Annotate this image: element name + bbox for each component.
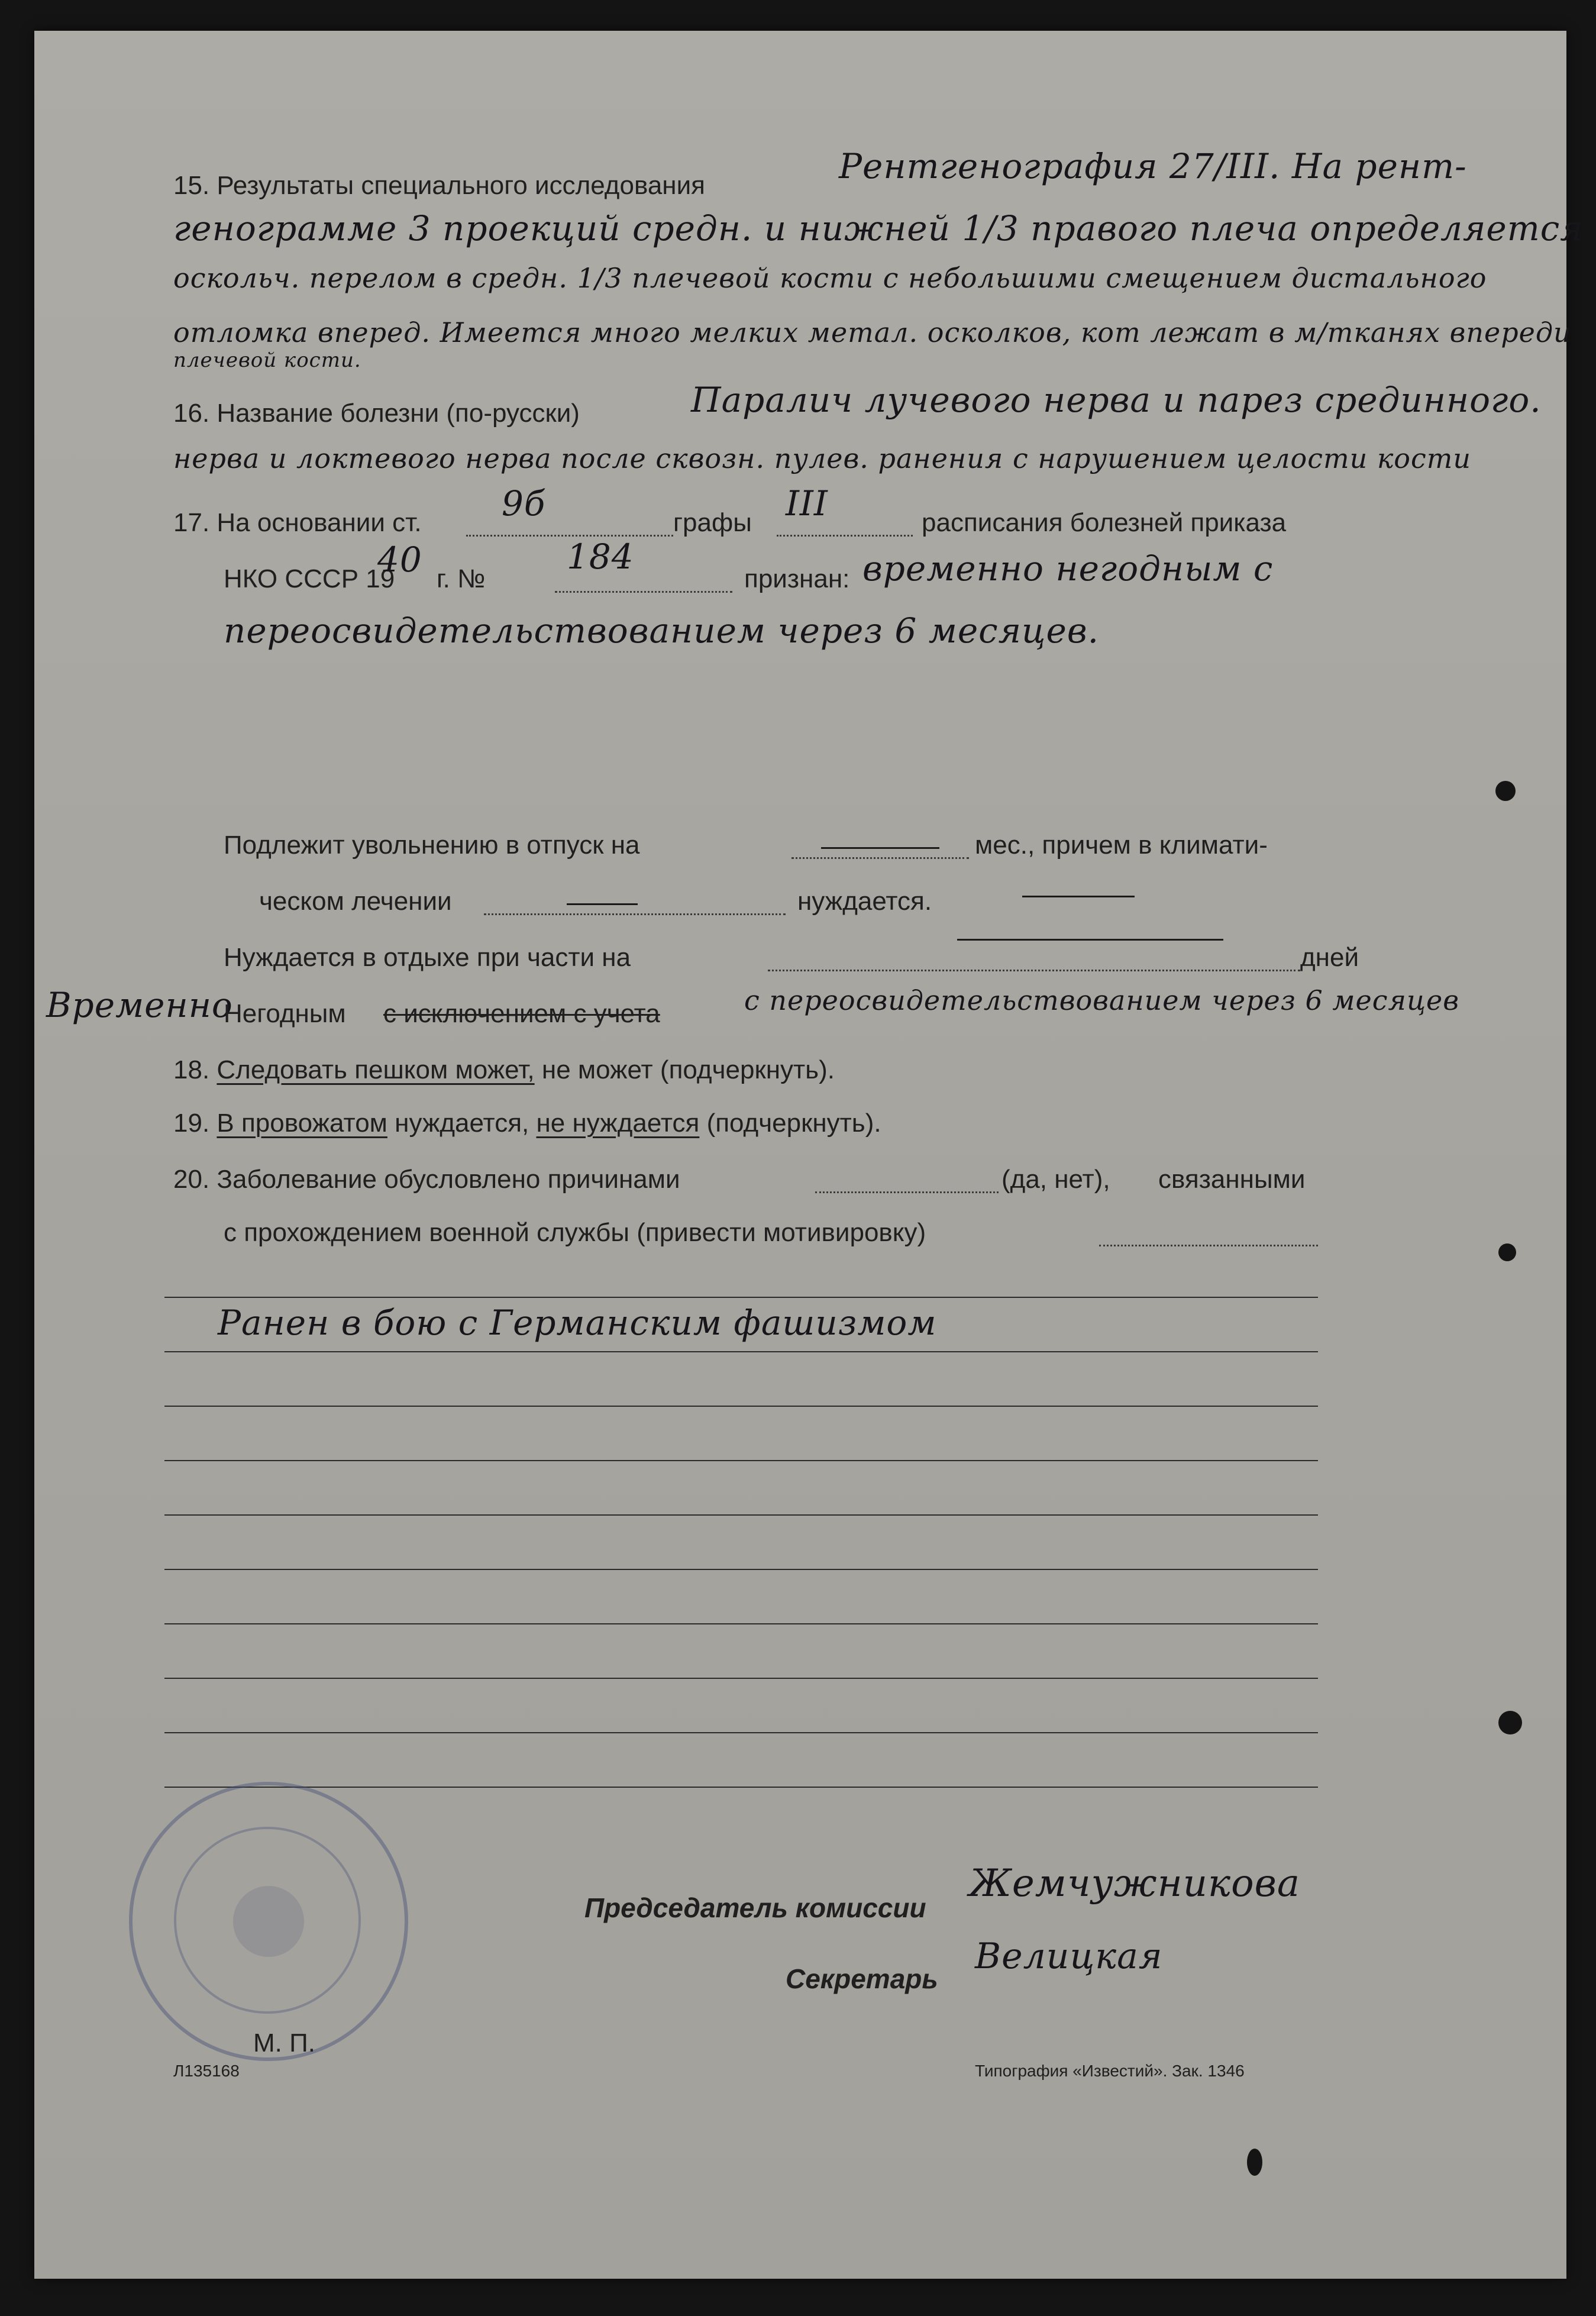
- item18-label: [173, 1057, 835, 1083]
- secretary-signature: Велицкая: [975, 1936, 1163, 1977]
- item15-handwriting-3: оскольч. перелом в средн. 1/3 плечевой кости с небольшими смещением дистального: [173, 262, 1487, 294]
- form-code: Л135168: [173, 2062, 240, 2080]
- item17-handwriting-2: переосвидетельствованием через 6 месяцев.: [224, 611, 1100, 651]
- item20-reason-line: [815, 1191, 999, 1193]
- item15-label: 15. Результаты специального исследования: [173, 171, 705, 200]
- motive-rule-8: [164, 1678, 1318, 1679]
- item16-handwriting-1: Паралич лучевого нерва и парез срединного.: [691, 380, 1542, 420]
- order-line: [555, 591, 732, 593]
- leave-line3-a: Нуждается в отдыхе при части на: [224, 943, 631, 972]
- item15-handwriting-2: генограмме 3 проекций средн. и нижней 1/3 правого плеча определяется: [173, 208, 1584, 248]
- item17-label-f: признан:: [744, 564, 850, 593]
- item20-line1-c: связанными: [1158, 1165, 1306, 1194]
- motive-rule-2: [164, 1351, 1318, 1352]
- round-seal-stamp: [129, 1782, 408, 2061]
- order-value: 184: [567, 537, 634, 577]
- item17-label-d: НКО СССР 19: [224, 564, 395, 593]
- secretary-label: Секретарь: [786, 1963, 938, 1994]
- item20-line1-a: 20. Заболевание обусловлено причинами: [173, 1165, 680, 1194]
- item15-handwriting-4: отломка вперед. Имеется много мелких метал. осколков, кот лежат в м/тканях впереди: [173, 316, 1572, 348]
- article-value: 9б: [502, 483, 546, 524]
- item19-mid: нуждается,: [395, 1109, 529, 1138]
- motive-rule-5: [164, 1514, 1318, 1516]
- rest-days-line: [768, 970, 1300, 971]
- climate-dash: [567, 903, 638, 905]
- motive-rule-3: [164, 1406, 1318, 1407]
- item19-num: 19.: [173, 1109, 210, 1138]
- column-value: III: [786, 483, 828, 524]
- motive-rule-9: [164, 1732, 1318, 1733]
- leave-line2-a: ческом лечении: [259, 887, 452, 916]
- item15-handwriting-5: плечевой кости.: [173, 348, 361, 372]
- item20-yes-no: (да, нет),: [1001, 1165, 1110, 1194]
- chair-label: Председатель комиссии: [584, 1892, 926, 1923]
- seal-emblem: [233, 1886, 304, 1957]
- item20-handwriting: Ранен в бою с Германским фашизмом: [218, 1303, 937, 1343]
- item18-underlined: Следовать пешком может,: [217, 1055, 535, 1084]
- item19-underlined-1: В провожатом: [217, 1109, 387, 1138]
- leave-line1-a: Подлежит увольнению в отпуск на: [224, 831, 640, 860]
- leave-months-line: [791, 857, 969, 859]
- leave-prefix-handwriting: Временно: [46, 985, 233, 1025]
- item20-motive-line: [1099, 1245, 1318, 1246]
- motive-rule-10: [164, 1787, 1318, 1788]
- item16-handwriting-2: нерва и локтевого нерва после сквозн. пулев. ранения с нарушением целости кости: [173, 442, 1471, 474]
- printer-imprint: Типография «Известий». Зак. 1346: [975, 2062, 1245, 2080]
- item17-label-a: 17. На основании ст.: [173, 508, 422, 537]
- punch-hole: [1495, 781, 1516, 801]
- climate-line: [484, 913, 786, 915]
- leave-line4-a: Негодным: [224, 999, 346, 1028]
- column-line: [777, 535, 913, 537]
- climate-mark: [1022, 896, 1135, 897]
- item19-underlined-2: не нуждается: [536, 1109, 700, 1138]
- item17-label-b: графы: [673, 508, 752, 537]
- motive-rule-4: [164, 1460, 1318, 1461]
- chair-signature: Жемчужникова: [969, 1862, 1301, 1905]
- motive-rule-7: [164, 1623, 1318, 1624]
- item20-line2: с прохождением военной службы (привести мотивировку): [224, 1218, 926, 1247]
- item17-handwriting-1: временно негодным с: [862, 548, 1274, 589]
- item18-rest: не может (подчеркнуть).: [541, 1055, 835, 1084]
- item19-rest: (подчеркнуть).: [706, 1109, 881, 1138]
- item17-label-c: расписания болезней приказа: [922, 508, 1287, 537]
- year-value: 40: [377, 540, 422, 580]
- punch-hole: [1247, 2149, 1262, 2176]
- leave-line4-struck: с исключением с учета: [383, 999, 660, 1028]
- rest-days-dash: [957, 939, 1223, 941]
- motive-rule-1: [164, 1297, 1318, 1298]
- motive-rule-6: [164, 1569, 1318, 1570]
- leave-line2-b: нуждается.: [797, 887, 932, 916]
- item19-label: [173, 1110, 881, 1136]
- item18-num: 18.: [173, 1055, 210, 1084]
- document-sheet: [34, 31, 1584, 2279]
- item17-label-e: г. №: [437, 564, 486, 593]
- item16-label: 16. Название болезни (по-русски): [173, 399, 580, 428]
- leave-line3-b: дней: [1300, 943, 1359, 972]
- seal-place-label: М. П.: [253, 2028, 315, 2057]
- leave-line1-b: мес., причем в климати-: [975, 831, 1268, 860]
- leave-line4-handwriting: с переосвидетельствованием через 6 месяцев: [744, 984, 1460, 1016]
- item15-handwriting-1: Рентгенография 27/III. На рент-: [839, 146, 1467, 186]
- leave-months-dash: [821, 847, 939, 849]
- punch-hole: [1498, 1243, 1516, 1261]
- punch-hole: [1498, 1711, 1522, 1734]
